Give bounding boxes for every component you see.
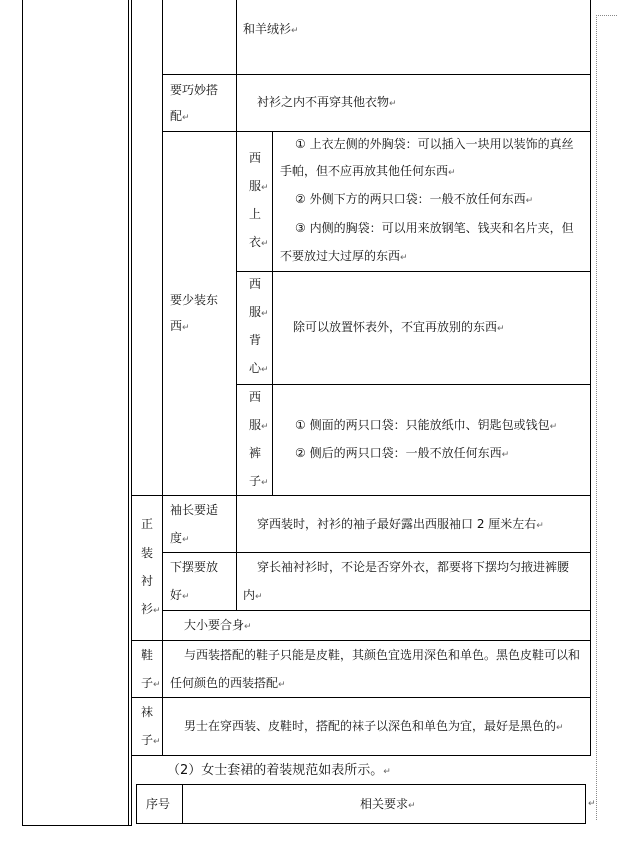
pockets-label: 要少装东	[170, 293, 219, 307]
row-line-1	[162, 74, 590, 75]
col-line-b	[236, 0, 237, 131]
vest-label-1: 西	[249, 277, 262, 291]
jacket-label-3: 上	[249, 207, 262, 221]
next-table-right	[585, 784, 586, 824]
row-line-7	[162, 610, 590, 611]
trousers-label-3: 裤	[249, 446, 262, 460]
trousers-line-1: ① 侧面的两只口袋：只能放纸巾、钥匙包或钱包↵	[295, 418, 558, 432]
vest-label-3: 背	[249, 333, 262, 347]
trousers-label-2: 服↵	[249, 418, 269, 432]
next-table-col1: 序号	[146, 797, 171, 811]
page-margin-guide	[596, 15, 597, 820]
clever-match-label: 要巧妙搭	[170, 83, 219, 97]
shirt-label-4: 衫↵	[141, 602, 161, 616]
socks-content: 男士在穿西装、皮鞋时，搭配的袜子以深色和单色为宜，最好是黑色的↵	[184, 719, 564, 733]
trousers-label-1: 西	[249, 390, 262, 404]
shoes-content-2: 任何颜色的西装搭配↵	[170, 676, 286, 690]
sleeve-content: 穿西装时，衬衫的袖子最好露出西服袖口 2 厘米左右↵	[257, 517, 544, 531]
row-line-4	[236, 384, 590, 385]
sleeve-label: 袖长要适	[170, 503, 219, 517]
vest-label-2: 服↵	[249, 305, 269, 319]
outer-bottom-border	[22, 825, 131, 826]
vest-label-4: 心↵	[249, 361, 269, 375]
sleeve-label-2: 度↵	[170, 531, 190, 545]
shoes-content: 与西装搭配的鞋子只能是皮鞋，其颜色宜选用深色和单色。黑色皮鞋可以和	[184, 648, 581, 662]
hem-label-2: 好↵	[170, 588, 190, 602]
jacket-line-3: ② 外侧下方的两只口袋：一般不放任何东西↵	[295, 192, 534, 206]
jacket-label-2: 服↵	[249, 179, 269, 193]
col-line-d	[272, 131, 273, 495]
shoes-label-2: 子↵	[141, 676, 161, 690]
socks-label-1: 袜	[141, 705, 154, 719]
col-line-c	[236, 131, 237, 495]
shirt-label-2: 装	[141, 546, 154, 560]
outer-col-divider-inner	[131, 0, 132, 826]
socks-label-2: 子↵	[141, 733, 161, 747]
jacket-label-4: 衣↵	[249, 235, 269, 249]
clever-match-content: 衬衫之内不再穿其他衣物↵	[257, 95, 397, 109]
jacket-line-2: 手帕，但不应再放其他任何东西↵	[280, 164, 456, 178]
outer-right-border	[590, 0, 591, 755]
hem-content-2: 内↵	[243, 588, 263, 602]
next-table-top	[136, 784, 586, 785]
shirt-label-3: 衬	[141, 574, 154, 588]
row-line-9	[131, 697, 590, 698]
row-line-8	[131, 640, 590, 641]
page-top-guide	[596, 15, 617, 16]
row-end-mark: ↵	[588, 799, 596, 809]
next-table-bottom	[136, 823, 586, 824]
outer-col-divider	[128, 0, 129, 826]
section-intro: （2）女士套裙的着装规范如表所示。↵	[167, 763, 391, 778]
outer-left-border	[22, 0, 23, 826]
row-line-3	[236, 271, 590, 272]
next-table-left	[136, 784, 137, 824]
hem-content: 穿长袖衬衫时，不论是否穿外衣，都要将下摆均匀掖进裤腰	[257, 560, 570, 574]
hem-label: 下摆要放	[170, 560, 219, 574]
jacket-line-1: ① 上衣左侧的外胸袋：可以插入一块用以装饰的真丝	[295, 137, 574, 151]
wool-tail-text: 和羊绒衫↵	[243, 22, 299, 36]
col-line-e	[162, 495, 163, 640]
jacket-line-4: ③ 内侧的胸袋：可以用来放钢笔、钱夹和名片夹，但	[295, 221, 574, 235]
trousers-label-4: 子↵	[249, 474, 269, 488]
jacket-label-1: 西	[249, 151, 262, 165]
next-table-divider	[182, 784, 183, 824]
row-line-2	[162, 131, 590, 132]
shirt-label-1: 正	[141, 517, 154, 531]
row-line-6	[162, 552, 590, 553]
trousers-line-2: ② 侧后的两只口袋：一般不放任何东西↵	[295, 446, 510, 460]
shoes-label-1: 鞋	[141, 648, 154, 662]
next-table-col2: 相关要求↵	[360, 797, 416, 811]
clever-match-label-2: 配↵	[170, 109, 190, 123]
jacket-line-5: 不要放过大过厚的东西↵	[280, 249, 408, 263]
row-line-5	[131, 495, 590, 496]
row-line-10	[131, 755, 591, 756]
size-text: 大小要合身↵	[184, 618, 252, 632]
pockets-label-2: 西↵	[170, 319, 190, 333]
vest-content: 除可以放置怀表外，不宜再放别的东西↵	[293, 320, 505, 334]
